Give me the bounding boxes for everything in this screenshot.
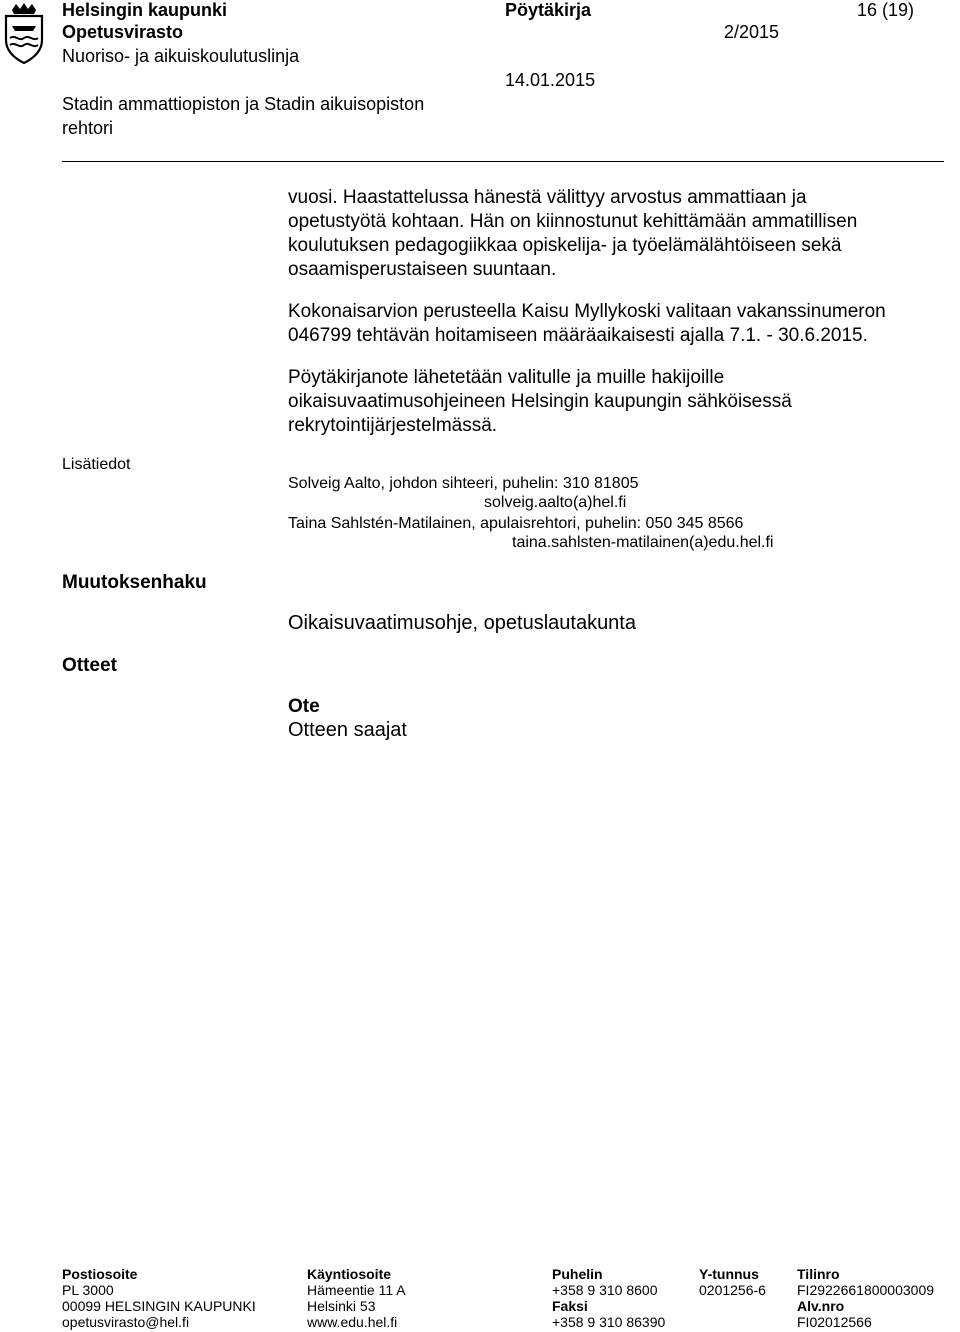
- footer-line: www.edu.hel.fi: [307, 1314, 398, 1330]
- helsinki-coat-of-arms-logo: [2, 2, 46, 64]
- footer-heading-faksi: Faksi: [552, 1298, 588, 1314]
- paragraph-line: opetustyötä kohtaan. Hän on kiinnostunut kehittämään ammatillisen: [288, 211, 858, 232]
- paragraph-line: vuosi. Haastattelussa hänestä välittyy arvostus ammattiaan ja: [288, 187, 807, 208]
- office-name: Opetusvirasto: [62, 22, 184, 42]
- paragraph-2: [288, 300, 948, 348]
- footer-heading-postiosoite: Postiosoite: [62, 1266, 138, 1282]
- muutoksenhaku-label: Muutoksenhaku: [62, 572, 207, 593]
- footer-heading-tilinro: Tilinro: [797, 1266, 840, 1282]
- doc-date: 14.01.2015: [505, 70, 596, 90]
- footer-heading-kayntiosoite: Käyntiosoite: [307, 1266, 392, 1282]
- footer-line: FI2922661800003009: [797, 1282, 935, 1298]
- footer-line: Helsinki 53: [307, 1298, 376, 1314]
- doc-type: Pöytäkirja: [505, 0, 592, 20]
- otteet-label: Otteet: [62, 655, 117, 676]
- paragraph-line: oikaisuvaatimusohjeineen Helsingin kaupungin sähköisessä: [288, 391, 792, 412]
- contact-1-line: Solveig Aalto, johdon sihteeri, puhelin: 310 81805: [288, 475, 639, 492]
- paragraph-line: rekrytointijärjestelmässä.: [288, 415, 498, 436]
- footer-line: FI02012566: [797, 1314, 872, 1330]
- footer-heading-alv-nro: Alv.nro: [797, 1298, 845, 1314]
- doc-number: 2/2015: [724, 22, 780, 42]
- footer-line: Hämeentie 11 A: [307, 1282, 406, 1298]
- page-number: 16 (19): [857, 0, 915, 20]
- header-divider: [62, 161, 944, 162]
- paragraph-line: koulutuksen pedagogiikkaa opiskelija- ja työelämälähtöiseen sekä: [288, 235, 842, 256]
- footer-line: PL 3000: [62, 1282, 114, 1298]
- footer-heading-y-tunnus: Y-tunnus: [699, 1266, 759, 1282]
- unit-name-line1: Stadin ammattiopiston ja Stadin aikuisopiston: [62, 94, 425, 114]
- otteen-saajat: Otteen saajat: [288, 719, 407, 741]
- footer-line: +358 9 310 8600: [552, 1282, 658, 1298]
- footer-line: opetusvirasto@hel.fi: [62, 1314, 190, 1330]
- division-name: Nuoriso- ja aikuiskoulutuslinja: [62, 46, 300, 66]
- footer-line: 00099 HELSINGIN KAUPUNKI: [62, 1298, 256, 1314]
- contact-1-email: solveig.aalto(a)hel.fi: [484, 494, 627, 511]
- muutoksenhaku-text: Oikaisuvaatimusohje, opetuslautakunta: [288, 612, 636, 634]
- footer-line: +358 9 310 86390: [552, 1314, 666, 1330]
- footer-line: 0201256-6: [699, 1282, 766, 1298]
- paragraph-line: osaamisperustaiseen suuntaan.: [288, 259, 557, 280]
- paragraph-line: Kokonaisarvion perusteella Kaisu Myllykoski valitaan vakanssinumeron: [288, 301, 886, 322]
- paragraph-3: [288, 366, 948, 438]
- contact-2-email: taina.sahlsten-matilainen(a)edu.hel.fi: [512, 534, 774, 551]
- contact-2-line: Taina Sahlstén-Matilainen, apulaisrehtori, puhelin: 050 345 8566: [288, 515, 744, 532]
- footer-heading-puhelin: Puhelin: [552, 1266, 603, 1282]
- unit-name-line2: rehtori: [62, 118, 114, 138]
- paragraph-line: 046799 tehtävän hoitamiseen määräaikaisesti ajalla 7.1. - 30.6.2015.: [288, 325, 868, 346]
- paragraph-1: [288, 186, 948, 282]
- paragraph-line: Pöytäkirjanote lähetetään valitulle ja muille hakijoille: [288, 367, 725, 388]
- lisatiedot-label: Lisätiedot: [62, 456, 131, 473]
- ote-heading: Ote: [288, 696, 320, 717]
- city-name: Helsingin kaupunki: [62, 0, 228, 20]
